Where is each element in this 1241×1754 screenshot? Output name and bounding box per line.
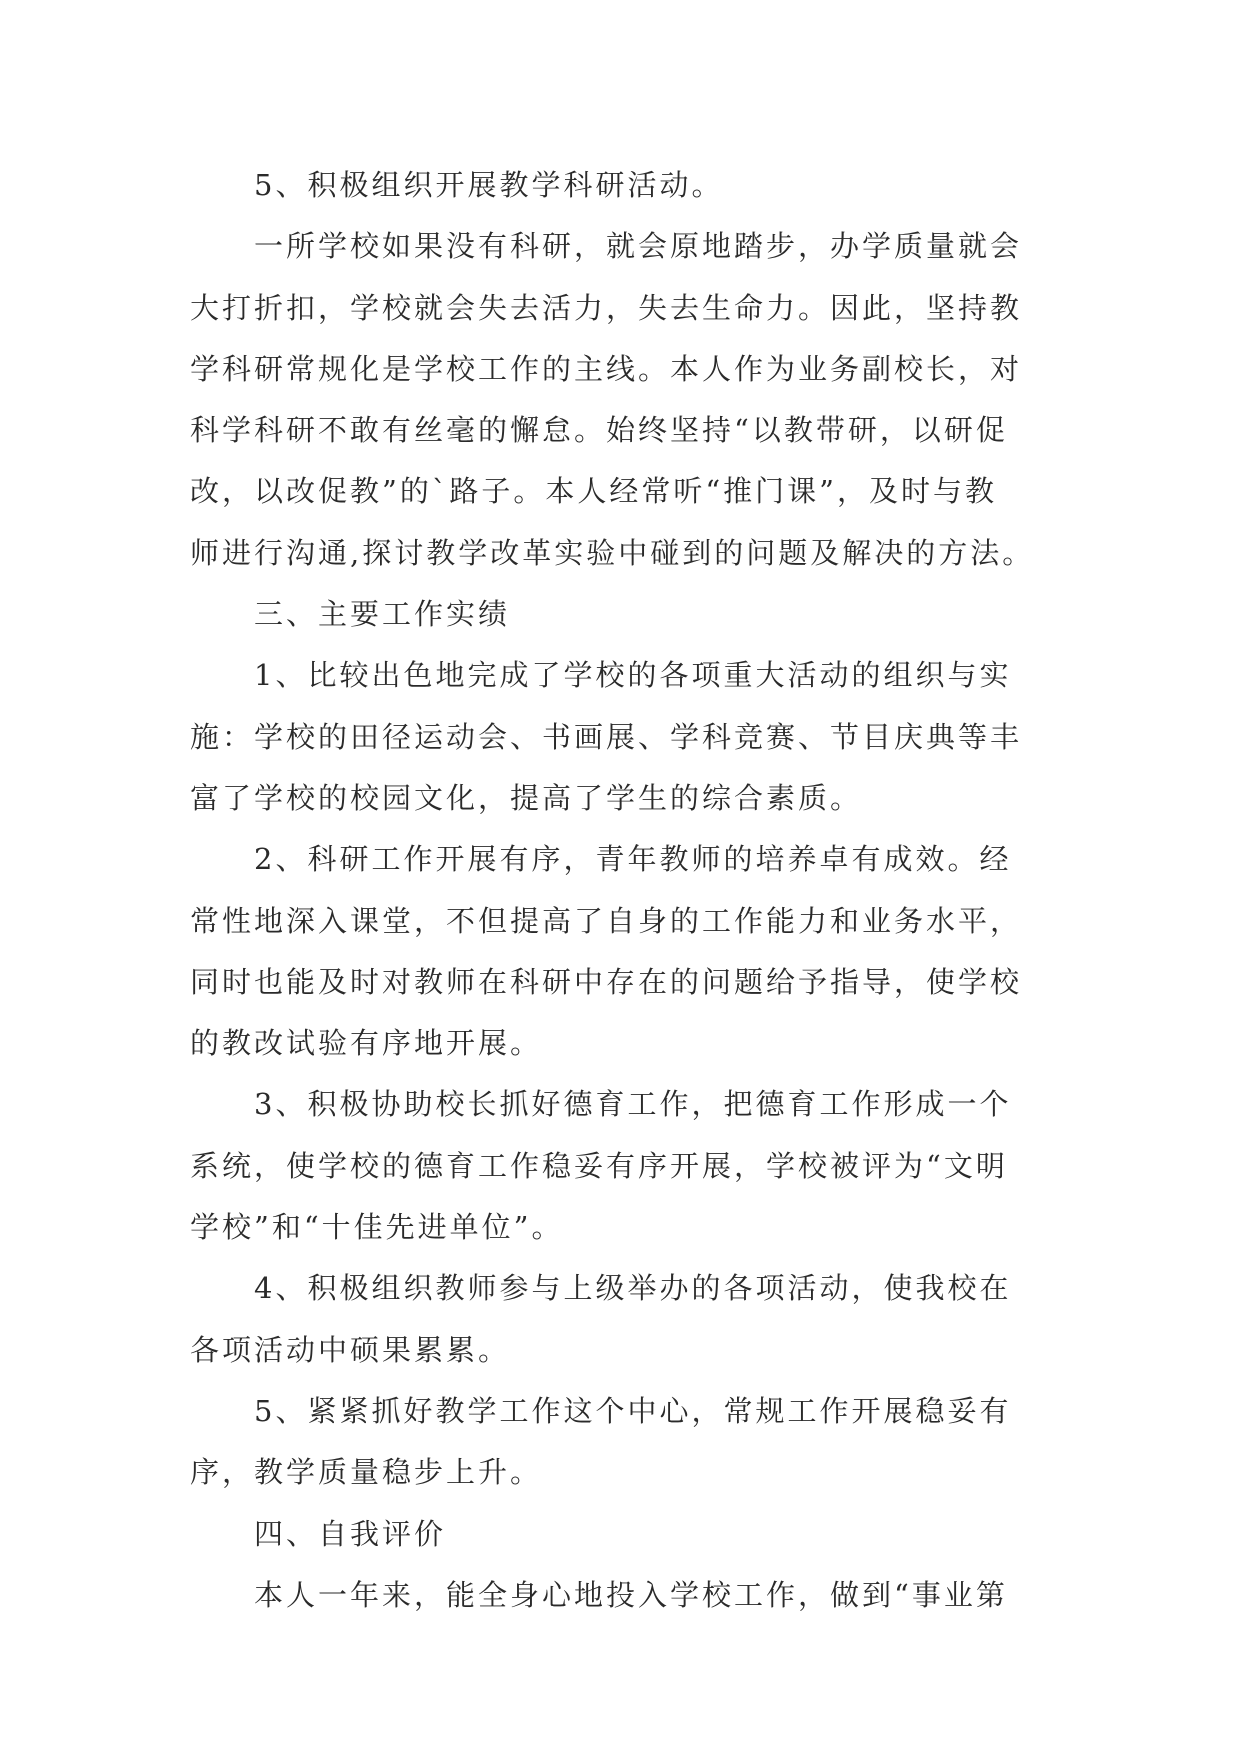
text-line: 同时也能及时对教师在科研中存在的问题给予指导，使学校: [190, 964, 1023, 999]
text-line: 的教改试验有序地开展。: [190, 1026, 543, 1061]
text-line: 大打折扣，学校就会失去活力，失去生命力。因此，坚持教: [190, 290, 1023, 325]
text-line: 学校”和“十佳先进单位”。: [190, 1210, 564, 1245]
text-line: 1、比较出色地完成了学校的各项重大活动的组织与实: [254, 658, 1012, 693]
section-heading: 四、自我评价: [254, 1516, 447, 1551]
text-line: 师进行沟通,探讨教学改革实验中碰到的问题及解决的方法。: [190, 535, 1035, 570]
text-line: 序，教学质量稳步上升。: [190, 1455, 543, 1490]
text-line: 本人一年来，能全身心地投入学校工作，做到“事业第: [254, 1577, 1008, 1612]
text-line: 施：学校的田径运动会、书画展、学科竞赛、节目庆典等丰: [190, 719, 1023, 754]
text-line: 科学科研不敢有丝毫的懈怠。始终坚持“以教带研，以研促: [190, 413, 1008, 448]
section-heading: 三、主要工作实绩: [254, 597, 511, 632]
text-line: 4、积极组织教师参与上级举办的各项活动，使我校在: [254, 1271, 1012, 1306]
text-line: 改，以改促教”的`路子。本人经常听“推门课”，及时与教: [190, 474, 997, 509]
text-line: 富了学校的校园文化，提高了学生的综合素质。: [190, 780, 863, 815]
document-body: [190, 155, 1050, 1626]
text-line: 系统，使学校的德育工作稳妥有序开展，学校被评为“文明: [190, 1148, 1008, 1183]
text-line: 各项活动中硕果累累。: [190, 1332, 511, 1367]
text-line: 学科研常规化是学校工作的主线。本人作为业务副校长，对: [190, 351, 1023, 386]
text-line: 2、科研工作开展有序，青年教师的培养卓有成效。经: [254, 842, 1012, 877]
text-line: 5、紧紧抓好教学工作这个中心，常规工作开展稳妥有: [254, 1393, 1012, 1428]
text-line: 一所学校如果没有科研，就会原地踏步，办学质量就会: [254, 229, 1023, 264]
text-line: 常性地深入课堂，不但提高了自身的工作能力和业务水平，: [190, 903, 1023, 938]
text-line: 3、积极协助校长抓好德育工作，把德育工作形成一个: [254, 1087, 1012, 1122]
text-line: 5、积极组织开展教学科研活动。: [254, 168, 724, 202]
